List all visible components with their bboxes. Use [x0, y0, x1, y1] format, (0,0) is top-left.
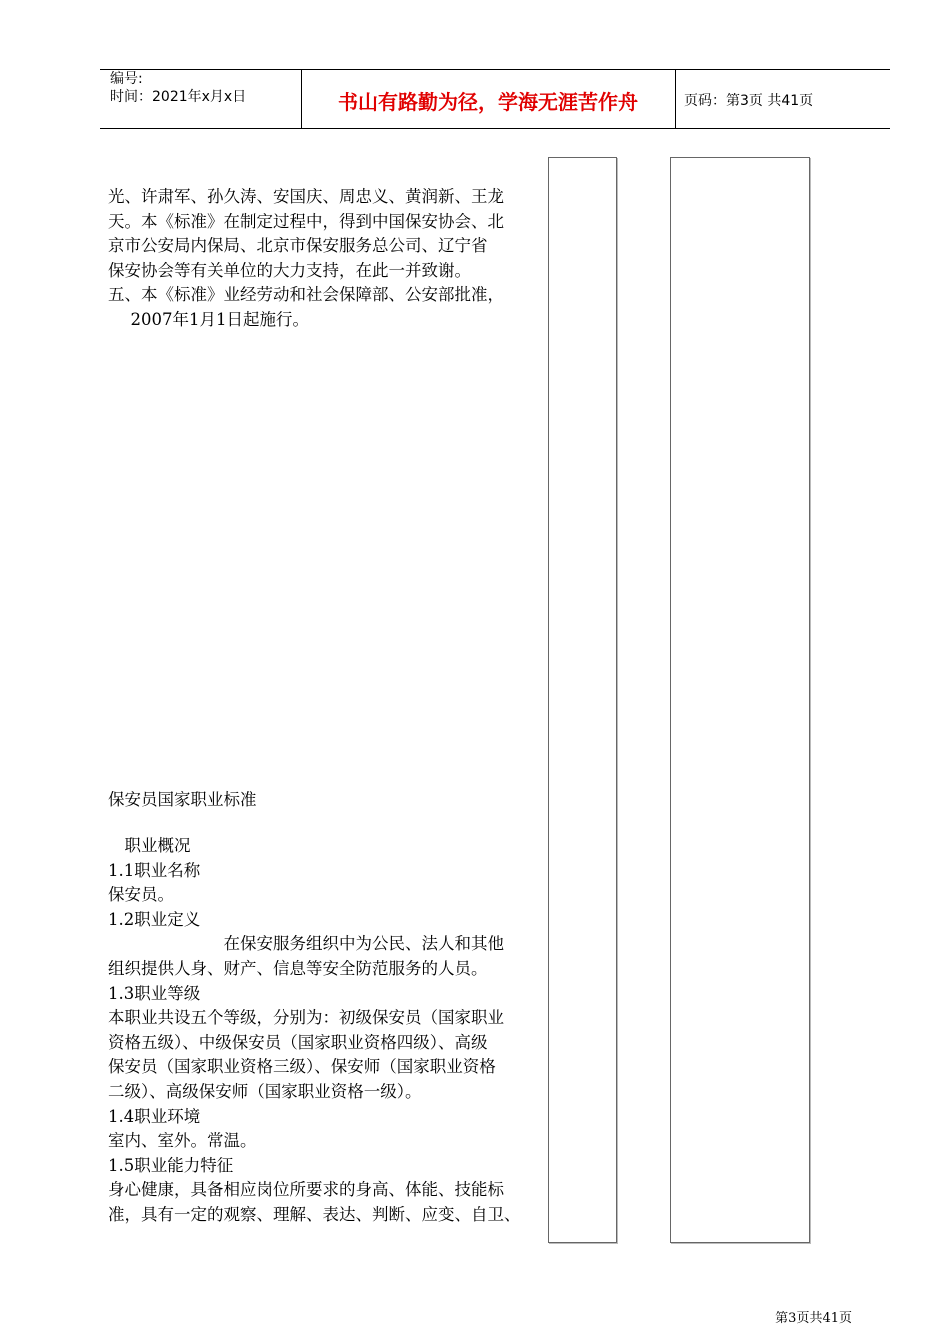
body-line: 在保安服务组织中为公民、法人和其他 — [108, 934, 504, 954]
header-bottom-rule — [100, 128, 890, 129]
heading-1-4: 1.4职业环境 — [108, 1106, 201, 1126]
section-block — [108, 834, 548, 1228]
body-line: 京市公安局内保局、北京市保安服务总公司、辽宁省 — [108, 236, 488, 256]
body-line: 本职业共设五个等级，分别为：初级保安员（国家职业 — [108, 1008, 504, 1028]
side-box-narrow — [548, 157, 617, 1243]
body-line: 准，具有一定的观察、理解、表达、判断、应变、自卫、 — [108, 1204, 521, 1224]
body-line: 保安员（国家职业资格三级）、保安师（国家职业资格 — [108, 1057, 496, 1077]
heading-1-2: 1.2职业定义 — [108, 909, 201, 929]
heading-1-1: 1.1职业名称 — [108, 860, 201, 880]
section-heading: 职业概况 — [108, 836, 191, 855]
heading-1-5: 1.5职业能力特征 — [108, 1155, 234, 1175]
body-line: 二级）、高级保安师（国家职业资格一级）。 — [108, 1081, 422, 1101]
body-line: 五、本《标准》业经劳动和社会保障部、公安部批准， — [108, 285, 504, 305]
header-motto: 书山有路勤为径，学海无涯苦作舟 — [338, 90, 638, 114]
header-meta — [110, 70, 246, 106]
body-line: 室内、室外。常温。 — [108, 1131, 257, 1151]
side-box-wide — [670, 157, 810, 1243]
doc-title: 保安员国家职业标准 — [108, 790, 257, 809]
header-time-label: 时间：2021年x月x日 — [110, 89, 247, 105]
footer-page-number: 第3页共41页 — [775, 1311, 852, 1326]
body-line: 保安员。 — [108, 885, 174, 905]
body-top-block — [108, 185, 548, 333]
header-page-label: 页码：第3页 共41页 — [684, 93, 814, 109]
header-number-label: 编号: — [110, 71, 143, 87]
body-line: 天。本《标准》在制定过程中，得到中国保安协会、北 — [108, 211, 504, 231]
body-line: 资格五级）、中级保安员（国家职业资格四级）、高级 — [108, 1032, 488, 1052]
body-line: 2007年1月1日起施行。 — [114, 309, 309, 329]
header-divider-right — [675, 69, 676, 129]
body-line: 保安协会等有关单位的大力支持，在此一并致谢。 — [108, 260, 471, 280]
body-line: 身心健康，具备相应岗位所要求的身高、体能、技能标 — [108, 1180, 504, 1200]
heading-1-3: 1.3职业等级 — [108, 983, 201, 1003]
body-line: 组织提供人身、财产、信息等安全防范服务的人员。 — [108, 958, 488, 978]
body-line: 光、许肃军、孙久涛、安国庆、周忠义、黄润新、王龙 — [108, 187, 504, 206]
